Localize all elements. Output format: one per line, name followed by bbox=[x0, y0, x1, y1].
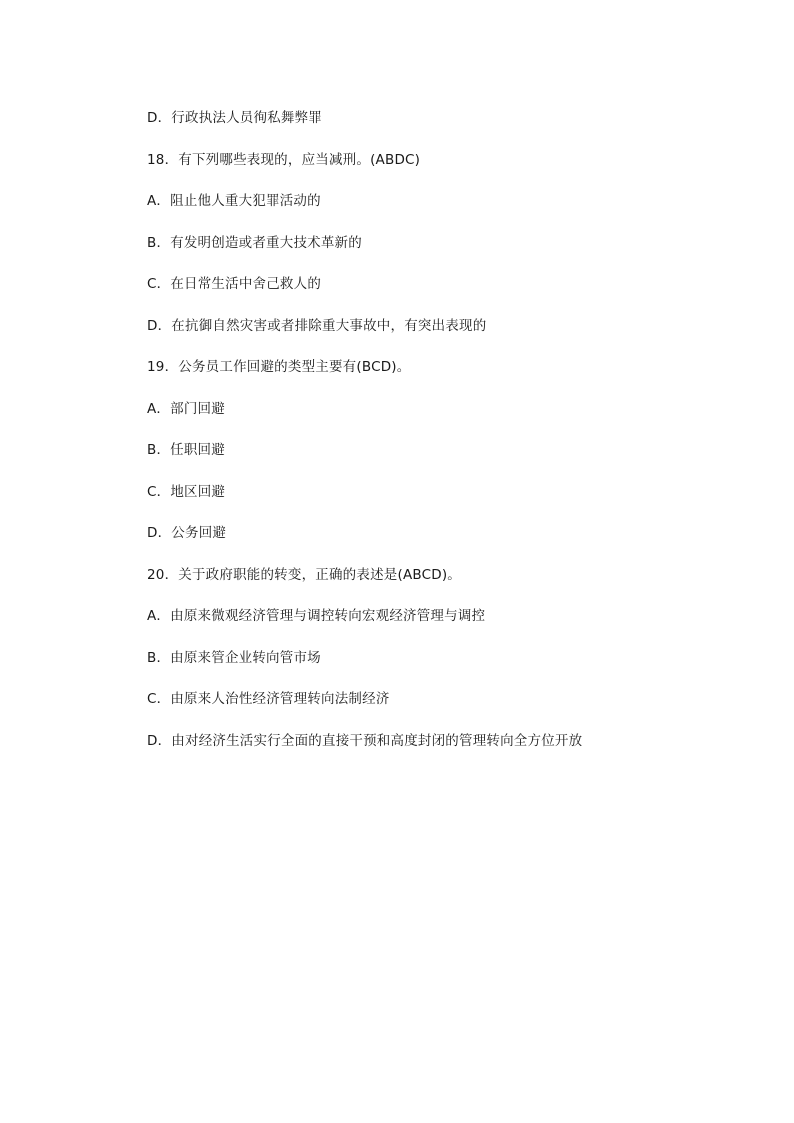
option-a-q19: A．部门回避 bbox=[147, 400, 225, 417]
option-c-q19: C．地区回避 bbox=[147, 483, 226, 500]
question-18: 18．有下列哪些表现的，应当减刑。(ABDC) bbox=[147, 151, 421, 168]
option-d-q19: D．公务回避 bbox=[147, 525, 227, 541]
option-d-q20: D．由对经济生活实行全面的直接干预和高度封闭的管理转向全方位开放 bbox=[147, 732, 583, 749]
option-d-q18: D．在抗御自然灾害或者排除重大事故中，有突出表现的 bbox=[147, 317, 487, 334]
option-a-q18: A．阻止他人重大犯罪活动的 bbox=[147, 193, 321, 209]
option-b-q19: B．任职回避 bbox=[147, 442, 225, 458]
option-c-q18: C．在日常生活中舍己救人的 bbox=[147, 276, 322, 292]
option-b-q18: B．有发明创造或者重大技术革新的 bbox=[147, 234, 362, 251]
option-b-q20: B．由原来管企业转向管市场 bbox=[147, 649, 321, 666]
option-c-q20: C．由原来人治性经济管理转向法制经济 bbox=[147, 691, 390, 707]
document-body bbox=[147, 108, 747, 772]
question-19: 19．公务员工作回避的类型主要有(BCD)。 bbox=[147, 359, 411, 375]
option-d-q17: D．行政执法人员徇私舞弊罪 bbox=[147, 110, 322, 126]
option-a-q20: A．由原来微观经济管理与调控转向宏观经济管理与调控 bbox=[147, 608, 486, 624]
question-20: 20．关于政府职能的转变，正确的表述是(ABCD)。 bbox=[147, 566, 461, 583]
